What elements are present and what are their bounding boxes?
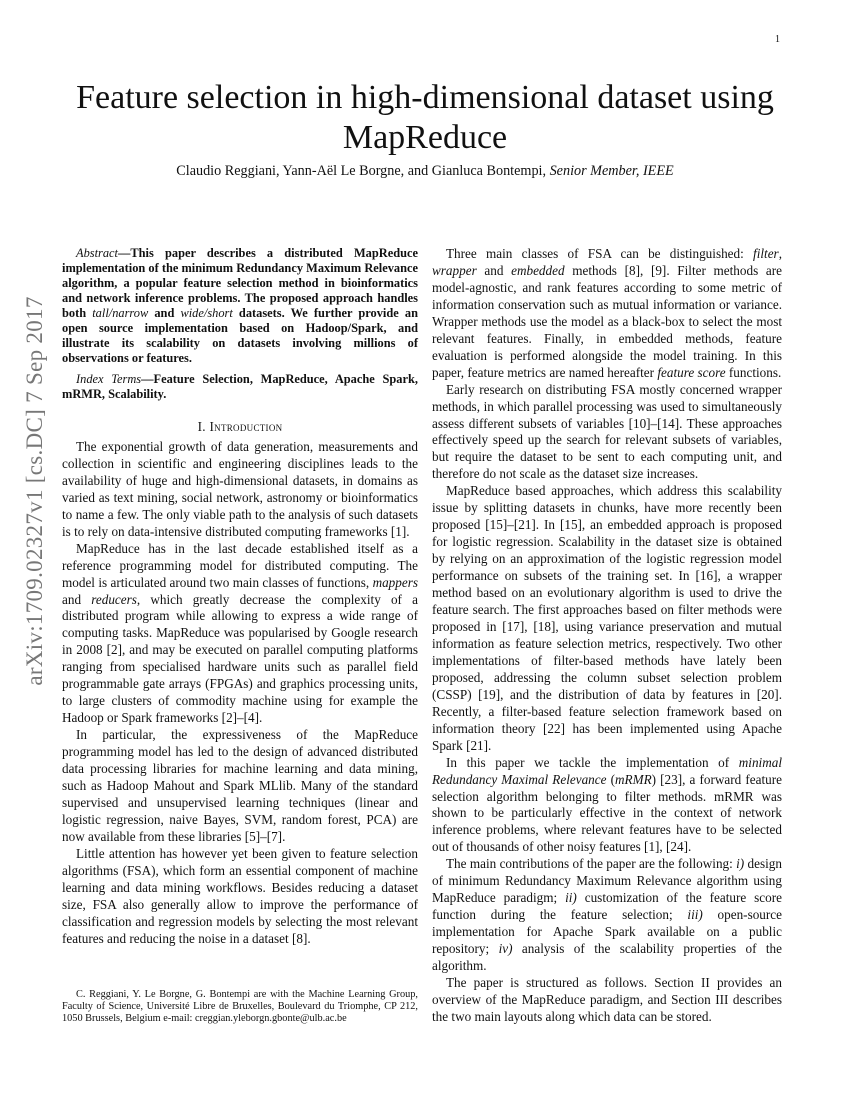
abstract-em: wide/short <box>180 306 233 320</box>
index-terms-text: —Feature Selection, MapReduce, Apache Spark, mRMR, Scalability. <box>62 372 418 401</box>
index-terms-label: Index Terms <box>76 372 142 386</box>
paragraph <box>432 246 782 382</box>
em: wrapper <box>432 262 477 278</box>
right-column <box>432 246 782 1026</box>
em: i) <box>736 856 745 872</box>
paper-title: Feature selection in high-dimensional dataset using MapReduce <box>76 79 774 156</box>
footnote-text: C. Reggiani, Y. Le Borgne, G. Bontempi are with the Machine Learning Group, Faculty of Science, Université Libre de Bruxelles, Boulevard du Triomphe, CP 212, 1050 Brussels, Belgium e-mail: creggian.yleborgn.gbonte@ulb.ac.be <box>62 989 418 1025</box>
text: analysis of the scalability properties of the algorithm. <box>432 941 783 974</box>
paragraph: The exponential growth of data generation, measurements and collection in scientific and engineering disciplines leads to the availability of huge and high-dimensional datasets, in domains as varied as text mining, social network, astronomy or bioinformatics to name a few. The only viable path to the analysis of such datasets is to rely on data-intensive distributed computing frameworks [1]. <box>62 438 418 539</box>
text: design of minimum Redundancy Maximum Relevance algorithm using MapReduce paradigm; <box>432 856 782 906</box>
paragraph: Early research on distributing FSA mostly concerned wrapper methods, in which parallel processing was used to simultaneously assess different subsets of variables [10]–[14]. These approaches effectively speed up the search for relevant subsets of variables, but require the dataset to be sent to each computing unit, and therefore do not scale as the dataset size increases. <box>432 381 782 482</box>
abstract-em: tall/narrow <box>92 306 149 320</box>
em: mRMR <box>615 771 652 787</box>
em: iii) <box>687 907 703 923</box>
footnote <box>62 989 418 1026</box>
text: MapReduce has in the last decade established itself as a reference programming model for distributed computing. The model is articulated around two main classes of functions, <box>62 540 418 590</box>
left-column <box>62 246 418 948</box>
text: methods [8], [9]. Filter methods are model-agnostic, and rank features according to some metric of information conservation such as mutual information or variance. Wrapper methods use the model as a black-box to select the most relevant features. Finally, in embedded methods, feature evaluation is performed alongside the model training. In this paper, feature metrics are named hereafter <box>432 262 782 380</box>
em: reducers <box>91 591 137 607</box>
text: and <box>62 591 92 607</box>
abstract-label: Abstract <box>76 246 118 260</box>
text: In this paper we tackle the implementation of <box>446 754 739 770</box>
em: feature score <box>657 364 726 380</box>
author-role: Senior Member, IEEE <box>549 163 674 179</box>
author-names: Claudio Reggiani, Yann-Aël Le Borgne, and Gianluca Bontempi, <box>176 163 547 179</box>
paragraph <box>432 856 782 975</box>
page-number: 1 <box>775 34 780 45</box>
text: ) [23], a forward feature selection algorithm belonging to filter methods. mRMR was shown to be particularly effective in the context of network inference problems, where relevant features have to be selected out of thousands of other noisy features [1], [24]. <box>432 771 782 855</box>
text: The main contributions of the paper are the following: <box>446 856 737 872</box>
em: ii) <box>565 890 577 906</box>
em: embedded <box>511 262 565 278</box>
abstract-text: datasets. We further provide an open source implementation based on Hadoop/Spark, and illustrate its scalability on datasets involving millions of observations or features. <box>62 306 418 365</box>
text: customization of the feature score function during the feature selection; <box>432 890 782 923</box>
em: mappers <box>372 574 418 590</box>
index-terms <box>62 372 418 402</box>
authors <box>60 163 790 180</box>
abstract <box>62 246 418 366</box>
text: , which greatly decrease the complexity of a distributed program while allowing to express a wide range of computing tasks. MapReduce was popularised by Google research in 2008 [2], and may be executed on parallel computing platforms ranging from specialised hardware units such as parallel field programmable gate arrays (FPGAs) and graphics processing units, to large clusters of commodity machine using for example the Hadoop or Spark frameworks [2]–[4]. <box>62 591 418 726</box>
paragraph: Little attention has however yet been given to feature selection algorithms (FSA), which form an essential component of machine learning and data mining workflows. Besides reducing a dataset size, FSA also generally allow to improve the performance of classification and regression models by selecting the most relevant features and reducing the noise in a dataset [8]. <box>62 845 418 946</box>
paragraph <box>62 541 418 727</box>
em: filter <box>753 246 779 261</box>
paragraph <box>432 755 782 857</box>
paragraph: The paper is structured as follows. Section II provides an overview of the MapReduce paradigm, and Section III describes the two main layouts along which data can be stored. <box>432 974 782 1024</box>
abstract-text: —This paper describes a distributed MapReduce implementation of the minimum Redundancy Maximum Relevance algorithm, a popular feature selection method in bioinformatics and network inference problems. The proposed approach handles both <box>62 246 418 320</box>
text: open-source implementation for Apache Spark available on a public repository; <box>432 907 782 957</box>
em: iv) <box>498 941 513 957</box>
paragraph: In particular, the expressiveness of the MapReduce programming model has led to the design of advanced distributed data processing libraries for machine learning and data mining, such as Hadoop Mahout and Spark MLlib. Many of the standard supervised and unsupervised learning techniques (linear and logistic regression, naive Bayes, SVM, random forest, PCA) are now available from these libraries [5]–[7]. <box>62 727 418 844</box>
arxiv-stamp: arXiv:1709.02327v1 [cs.DC] 7 Sep 2017 <box>22 296 47 686</box>
paragraph: MapReduce based approaches, which address this scalability issue by splitting datasets in chunks, have more recently been proposed [15]–[21]. In [15], an embedded approach is proposed for logistic regression. Scalability in the dataset size is obtained by relying on an approximation of the logistic regression model performance on subsets of the training set. In [16], a wrapper method based on an evolutionary algorithm is used to drive the feature search. The first approaches based on filter methods were proposed in [17], [18], using variance preservation and mutual information as feature selection metrics, respectively. Two other implementations of filter-based methods have lately been proposed, addressing the column subset selection problem (CSSP) [19], and the distribution of data by features in [20]. Recently, a filter-based feature selection framework based on information theory [22] has been implemented using Apache Spark [21]. <box>432 483 782 753</box>
section-heading: I. Introduction <box>197 419 283 434</box>
abstract-text: and <box>148 306 181 320</box>
text: Three main classes of FSA can be distinguished: <box>446 246 754 261</box>
text: functions. <box>725 364 782 380</box>
em: minimal Redundancy Maximal Relevance <box>432 754 782 787</box>
text: , <box>778 246 782 261</box>
text: and <box>476 262 512 278</box>
text: ( <box>606 771 616 787</box>
